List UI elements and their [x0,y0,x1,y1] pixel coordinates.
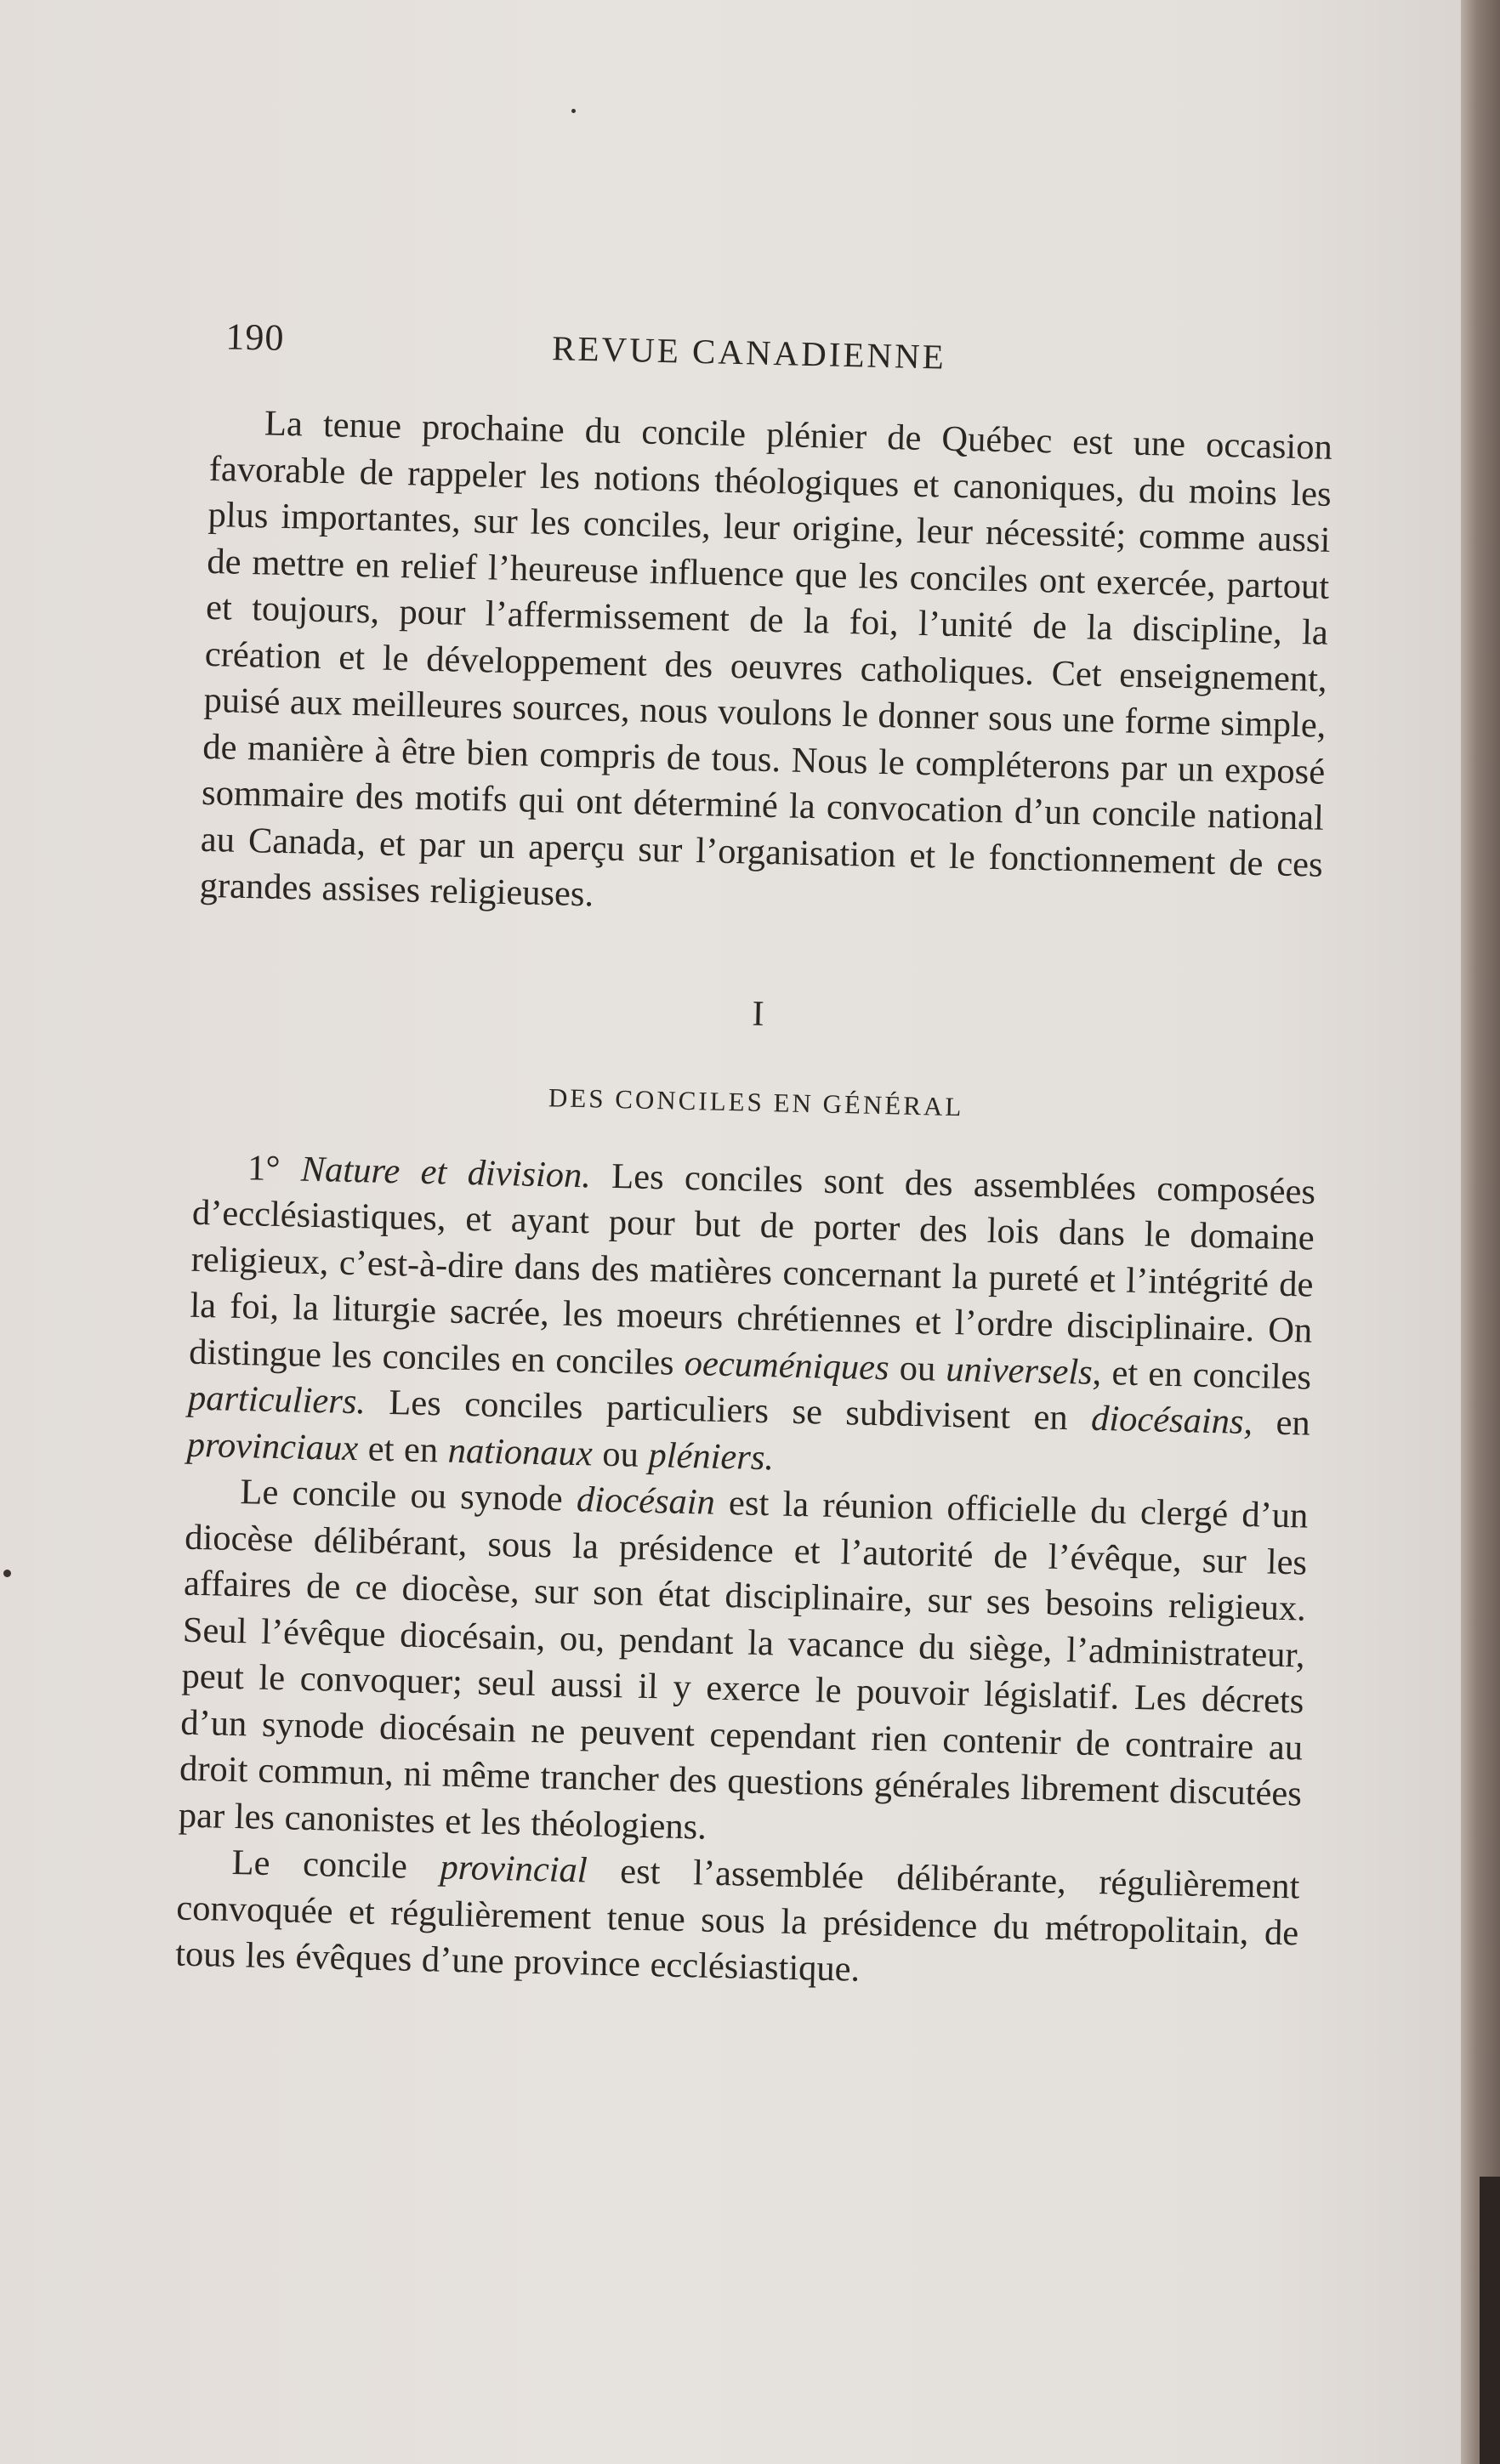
intro-paragraph: La tenue prochaine du concile plénier de Québec est une occasion favorable de rappeler les notions théologiques et canoniques, du moins les plus importantes, sur les conciles, leur origine, leur nécessité; comme aussi de mettre en relief l’heureuse influence que les conciles ont exercée, partout et toujours, pour l’affermissement de la foi, l’unité de la discipline, la création et le développement des oeuvres catholiques. Cet enseignement, puisé aux meilleures sources, nous voulons le donner sous une forme simple, de manière à être bien compris de tous. Nous le compléterons par un exposé sommaire des motifs qui ont déterminé la convocation d’un concile national au Canada, et par un aperçu sur l’organisation et le fonctionnement de ces grandes assises religieuses. [199,403,1333,915]
text-span: Les conciles sont des assemblées composées d’ecclésiastiques, et ayant pour but de porter des lois dans le domaine religieux, c’est-à-dire dans des matières concernant la pureté et l’intégrité de la foi, la liturgie sacrée, les moeurs chrétiennes et l’ordre disciplinaire. On distingue les conciles en conciles [188,1155,1316,1383]
paper-speck [571,109,576,113]
text-span: Les conciles particuliers se subdivisent en [365,1382,1092,1439]
text-span: 1° [247,1147,302,1189]
paper-speck [3,1570,11,1577]
text-span: Le concile [231,1842,441,1888]
italic-term: nationaux [447,1430,594,1473]
italic-term: pléniers. [648,1434,775,1478]
page-number: 190 [224,315,285,359]
italic-term: oecuméniques [684,1343,890,1388]
text-span: et en [357,1428,449,1471]
text-span: ou [592,1433,650,1475]
text-span: est la réunion officielle du clergé d’un diocèse délibérant, sous la présidence et l’autorité de l’évêque, sur les affaires de ce diocèse, sur son état disciplinaire, sur ses besoins religieux. Seul l’évêque diocésain, ou, pendant la vacance du siège, l’administrateur, peut le convoquer; seul aussi il y exerce le pouvoir législatif. Les décrets d’un synode diocésain ne peuvent cependant rien contenir de contraire au droit commun, ni même trancher des questions générales librement discutées par les canonistes et les théologiens. [178,1482,1309,1848]
text-block [175,315,1335,2003]
italic-term: universels [945,1348,1094,1393]
text-span: ou [889,1347,947,1389]
text-span: , et en conciles [1092,1352,1312,1398]
paragraph-concile-provincial [175,1839,1300,2003]
paragraph-nature-et-division [186,1144,1315,1493]
italic-heading: Nature et division. [300,1149,592,1195]
running-head: REVUE CANADIENNE [551,328,947,377]
paragraph-concile-diocesain [178,1468,1309,1865]
italic-term: provinciaux [186,1424,359,1468]
italic-term: diocésain [576,1479,716,1523]
section-number: I [751,994,765,1034]
binding-shadow [1480,2177,1500,2464]
section-title: DES CONCILES EN GÉNÉRAL [548,1082,964,1121]
page-edge [1461,0,1500,2464]
text-span: Le concile ou synode [240,1472,577,1520]
text-span: en [1252,1402,1311,1444]
italic-term: provincial [440,1847,588,1891]
italic-term: particuliers. [187,1377,366,1422]
italic-term: diocésains, [1090,1398,1253,1443]
text-span: est l’assemblée délibérante, régulièrement convoquée et régulièrement tenue sous la présidence du métropolitain, de tous les évêques d’une province ecclésiastique. [174,1850,1300,1990]
